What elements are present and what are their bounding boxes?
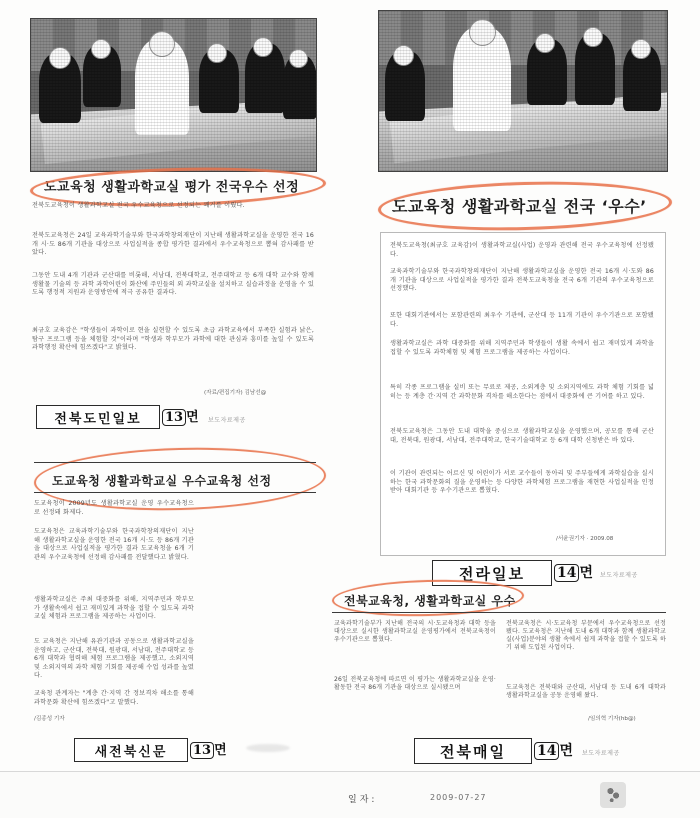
left-article-1-paragraph-3: 그동안 도내 4개 기관과 군산대를 비롯해, 서남대, 전북대학교, 전주대학교 등 6개 대학 교수와 함께 생활물 기술의 등 과학 과학어린이 화산에 주민들의 외 과학교실을 설치하고 실습과정을 운영을 수 있도록 행정적 지원과 운영방안에 적극 공유한 결과다. [32, 272, 314, 297]
right-article-2-paragraph-right-1: 전북교육청은 시·도교육청 부문에서 우수교육청으로 선정됐다. 도교육청은 지난해 도내 6개 대학과 함께 생활과학교실(사업)분야의 생활 속에서 쉽게 과학을 접할 수 있도록 하기 위해 도입된 사업이다. [506, 620, 666, 651]
left-article-2-paragraph-5: 교육청 관계자는 "계층 간·지역 간 정보격차 해소를 통해 과학문화 확산에 힘쓰겠다"고 말했다. [34, 690, 194, 706]
right-article-1-paragraph-2: 교육과학기술부와 한국과학창의재단이 지난해 생활과학교실을 운영한 전국 16개 시·도와 86개 기관을 대상으로 사업실적을 평가한 결과 전북도교육청을 전국 6개 기관의 우수교육청으로 선정했다. [390, 268, 654, 293]
right-article-2-paragraph-left-2: 26일 전북교육청에 따르면 이 평가는 생활과학교실을 운영·활동한 전국 86개 기관을 대상으로 실시됐으며 [334, 676, 496, 691]
right-article-2-pagenum-value: 14 [534, 742, 559, 760]
photo-halftone-grain [31, 19, 316, 171]
left-article-1-pagenum-value: 13 [162, 409, 186, 426]
left-article-2-paragraph-2: 도교육청은 교육과학기술부와 한국과학창의재단이 지난해 생활과학교실을 운영한 전국 16개 시·도 등 86개 기관을 대상으로 사업실적을 평가한 결과 도교육청을 6개 기관의 우수교육청에 선정해 감사패를 전달했다고 밝혔다. [34, 528, 194, 561]
footer-seal-stamp [600, 782, 626, 808]
left-article-2-bottom-rule [34, 492, 316, 493]
right-article-1-paragraph-6: 전북도교육청은 그동안 도내 대학을 중심으로 생활과학교실을 운영했으며, 공모를 통해 군산대, 전북대, 원광대, 서남대, 전주대학교, 한국기술대학교 등 6개 대학 신청받은 바 있다. [390, 428, 654, 444]
right-article-1-masthead: 전라일보 [432, 560, 552, 586]
left-article-1-paragraph-1: 전북도교육청이 생활과학교실 전국 우수교육청으로 선정되는 쾌거를 이뤘다. [32, 202, 245, 209]
left-article-2-pagenum [190, 739, 227, 759]
right-article-2-paragraph-right-2: 도교육청은 전북대와 군산대, 서남대 등 도내 6개 대학과 생활과학교실을 공동 운영해 왔다. [506, 684, 666, 699]
left-article-1-pagenum [162, 406, 199, 426]
right-article-2-paragraph-left-1: 교육과학기술부가 지난해 전국의 시·도교육청과 대학 등을 대상으로 실시한 생활과학교실 운영평가에서 전북교육청이 우수기관으로 뽑혔다. [334, 620, 496, 643]
right-article-2-stamp: 보도자료제공 [582, 750, 620, 757]
right-article-1-headline: 도교육청 생활과학교실 전국 ‘우수’ [392, 197, 647, 216]
science-classroom-photo-right [378, 10, 668, 172]
right-article-2-pagenum-unit: 면 [559, 743, 574, 759]
right-article-2-byline: /임의혁 기자(hb@) [588, 716, 636, 722]
right-article-1-paragraph-3: 또한 대회기관에서는 포함관련의 최우수 기관에, 군산대 등 11개 기관이 우수기관으로 포함됐다. [390, 312, 654, 328]
right-article-2-rule [332, 612, 666, 613]
left-article-1-pagenum-unit: 면 [186, 410, 199, 425]
left-article-1-byline: (자료/편집기자) 김남선@ [204, 390, 267, 396]
left-article-2-paragraph-4: 도 교육청은 지난해 유관기관과 공동으로 생활과학교실을 운영하고, 군산대, 전북대, 원광대, 서남대, 전주대학교 등 6개 대학과 협력해 체험 프로그램을 제공했고, 소외지역 및 소외지역의 과학 체험 기회를 제공해 수업 성과를 높였다. [34, 638, 194, 680]
left-article-2-masthead: 새전북신문 [74, 738, 188, 762]
left-article-1-masthead: 전북도민일보 [36, 405, 160, 429]
right-article-1-paragraph-4: 생활과학교실은 과학 대중화를 위해 지역주민과 학생들이 생활 속에서 쉽고 재미있게 과학을 접할 수 있도록 과학체험 및 체험 프로그램을 제공하는 사업이다. [390, 340, 654, 356]
left-article-1-headline: 도교육청 생활과학교실 평가 전국우수 선정 [44, 180, 300, 195]
left-article-1-stamp: 보도자료제공 [208, 417, 246, 424]
right-article-1-pagenum [554, 562, 593, 582]
left-article-1-paragraph-4: 최규호 교육감은 "학생들이 과학이로 현을 실현할 수 있도록 초급 과학교육에서 부족한 실험과 낡은, 탐구 프로그램 등을 체험할 것"이라며 "학생과 학부모가 과학에 대한 관심과 흥미를 높일 수 있도록 과학행정 확산에 힘쓰겠다"고 밝혔다. [32, 327, 314, 352]
science-classroom-photo-left [30, 18, 317, 172]
right-article-1-pagenum-value: 14 [554, 564, 579, 582]
right-article-1-byline: /서윤권기자 · 2009.08 [556, 536, 614, 542]
right-article-1-paragraph-5: 특히 각종 프로그램을 실비 또는 무료로 제공, 소외계층 및 소외지역에도 과학 체험 기회를 넓히는 등 계층 간·지역 간 과학문화 격차를 해소한다는 점에서 대중화에 큰 기여를 하고 있다. [390, 384, 654, 400]
right-article-2-pagenum [534, 740, 573, 760]
scan-smudge-left [246, 744, 290, 752]
right-article-1-paragraph-1: 전북도교육청(최규호 교육감)이 생활과학교실(사업) 운영과 관련해 전국 우수교육청에 선정됐다. [390, 242, 654, 258]
left-article-2-byline: /김종성 기자 [34, 716, 65, 722]
left-article-2-pagenum-value: 13 [190, 742, 214, 759]
left-article-1-paragraph-2: 전북도교육청은 24일 교육과학기술부와 한국과학창의재단이 지난해 생활과학교실을 운영한 전국 16개 시·도 86개 기관을 대상으로 사업실적을 종합 평가한 결과에서 우수교육청으로 뽑혀 감사패를 받았다. [32, 232, 314, 257]
right-article-1-paragraph-7: 이 기관이 관련되는 어르신 및 어린이가 서로 교수들이 동아리 및 주부들에게 과학실습을 실시하는 한국 과학문화의 질을 운영하는 등 다양한 과학체험 프로그램을 재현한 사업실적을 인정받아 대회기관 등 우수기관으로 뽑혔다. [390, 470, 654, 495]
photo-halftone-grain-right [379, 11, 667, 171]
left-article-2-pagenum-unit: 면 [214, 743, 227, 758]
footer-date-value: 2009-07-27 [430, 793, 487, 802]
left-article-2-top-rule [34, 462, 316, 463]
right-article-1-stamp: 보도자료제공 [600, 572, 638, 579]
left-article-2-paragraph-1: 도교육청이 2009년도 생활과학교실 운영 우수교육청으로 선정돼 화제다. [34, 500, 194, 516]
right-article-2-headline: 전북교육청, 생활과학교실 우수 [344, 594, 516, 608]
left-article-2-paragraph-3: 생활과학교실은 주최 대중화를 위해, 지역주민과 학부모가 생활속에서 쉽고 재미있게 과학을 접할 수 있도록 과학교실 체험과 프로그램을 제공하는 사업이다. [34, 596, 194, 621]
left-article-2-headline: 도교육청 생활과학교실 우수교육청 선정 [52, 474, 272, 488]
right-article-1-pagenum-unit: 면 [579, 565, 594, 581]
footer-date-label: 일자: [348, 795, 378, 805]
right-article-2-masthead: 전북매일 [414, 738, 532, 764]
